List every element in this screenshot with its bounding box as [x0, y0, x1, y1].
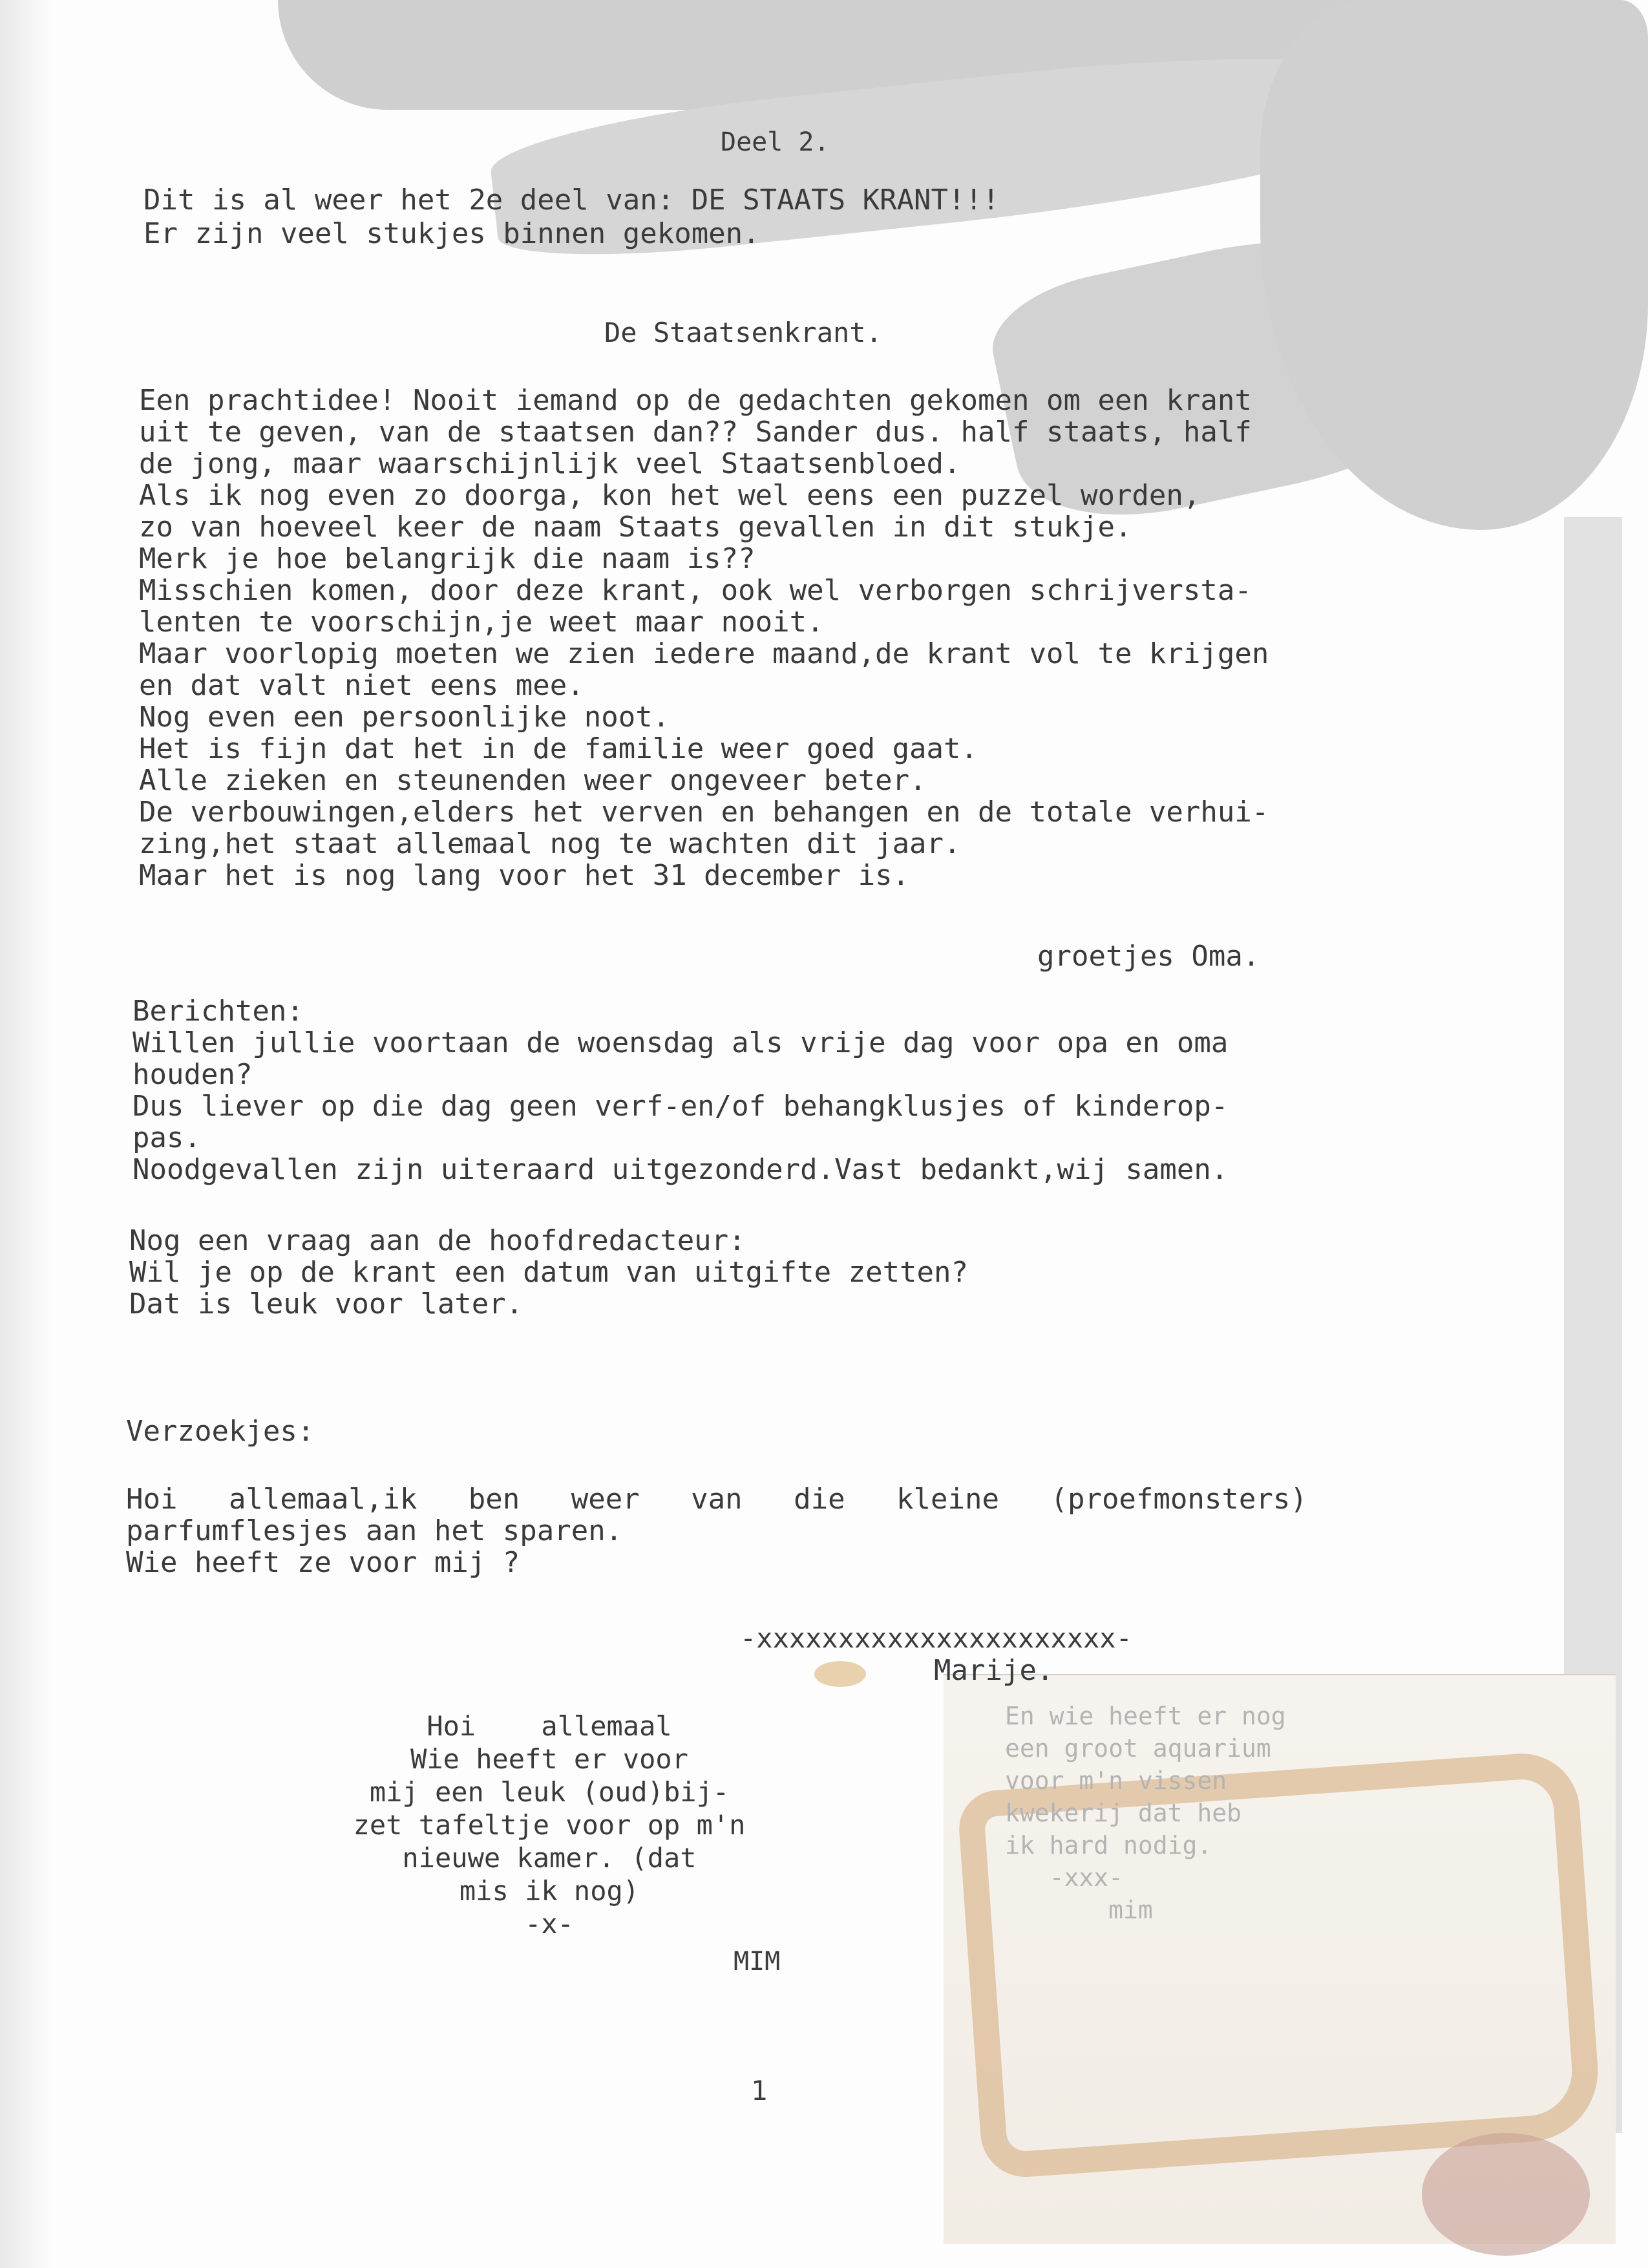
mim-note-line: mis ik nog)	[459, 1875, 640, 1907]
editor-question	[129, 1225, 968, 1320]
divider-line: -xxxxxxxxxxxxxxxxxxxxxx-	[740, 1622, 1132, 1654]
faint-note-line: een groot aquarium	[1005, 1734, 1271, 1763]
article-line: lenten te voorschijn,je weet maar nooit.	[139, 606, 824, 639]
article-line: Het is fijn dat het in de familie weer goed gaat.	[139, 732, 978, 765]
verzoekjes-body	[126, 1483, 1307, 1578]
article-line: uit te geven, van de staatsen dan?? Sander dus. half staats, half	[139, 416, 1252, 449]
faint-note-line: ik hard nodig.	[1005, 1831, 1212, 1860]
verzoekjes-line: Wie heeft ze voor mij ?	[126, 1546, 520, 1579]
verzoekjes-heading: Verzoekjes:	[126, 1415, 315, 1448]
verzoekjes-line: parfumflesjes aan het sparen.	[126, 1514, 623, 1547]
article-signature: groetjes Oma.	[1037, 940, 1260, 973]
article-line: Maar voorlopig moeten we zien iedere maand,de krant vol te krijgen	[139, 637, 1269, 670]
article-line: zo van hoeveel keer de naam Staats gevallen in dit stukje.	[139, 511, 1132, 544]
faint-note-line: kwekerij dat heb	[1005, 1799, 1242, 1827]
intro-line: Dit is al weer het 2e deel van: DE STAATS KRANT!!!	[143, 184, 1000, 217]
berichten-line: Willen jullie voortaan de woensdag als vrije dag voor opa en oma	[132, 1026, 1229, 1059]
intro-line: Er zijn veel stukjes binnen gekomen.	[143, 217, 760, 250]
edge-shadow	[0, 0, 52, 2268]
verzoekjes-signature: Marije.	[934, 1654, 1054, 1687]
article-line: Als ik nog even zo doorga, kon het wel eens een puzzel worden,	[139, 479, 1201, 512]
article-line: De verbouwingen,elders het verven en behangen en de totale verhui-	[139, 796, 1269, 829]
berichten-line: pas.	[132, 1121, 201, 1154]
article-line: Nog even een persoonlijke noot.	[139, 701, 670, 734]
mim-note	[284, 1710, 814, 1940]
mim-note-line: Hoi allemaal	[427, 1710, 672, 1742]
article-line: Maar het is nog lang voor het 31 december is.	[139, 859, 910, 892]
mim-note-line: nieuwe kamer. (dat	[402, 1842, 697, 1874]
article-line: Een prachtidee! Nooit iemand op de gedachten gekomen om een krant	[139, 384, 1252, 417]
mim-note-line: Wie heeft er voor	[410, 1743, 688, 1775]
faint-note-line: En wie heeft er nog	[1005, 1702, 1286, 1730]
page-number: 1	[751, 2075, 768, 2106]
stain	[814, 1661, 866, 1687]
berichten-heading: Berichten:	[132, 995, 304, 1028]
berichten-line: houden?	[132, 1058, 253, 1091]
article-line: Misschien komen, door deze krant, ook wel verborgen schrijversta-	[139, 574, 1252, 607]
mim-note-line: -x-	[525, 1908, 574, 1940]
part-heading: Deel 2.	[721, 127, 830, 157]
mim-signature: MIM	[734, 1947, 781, 1977]
question-line: Wil je op de krant een datum van uitgifte zetten?	[129, 1256, 969, 1289]
question-line: Nog een vraag aan de hoofdredacteur:	[129, 1224, 746, 1257]
berichten-line: Dus liever op die dag geen verf-en/of behangklusjes of kinderop-	[132, 1090, 1229, 1123]
question-line: Dat is leuk voor later.	[129, 1288, 523, 1320]
article-title: De Staatsenkrant.	[604, 317, 882, 348]
berichten-section	[132, 995, 1228, 1185]
faint-note-line: mim	[1005, 1896, 1153, 1924]
article-line: Merk je hoe belangrijk die naam is??	[139, 542, 755, 575]
article-line: zing,het staat allemaal nog te wachten dit jaar.	[139, 827, 961, 860]
berichten-line: Noodgevallen zijn uiteraard uitgezonderd.Vast bedankt,wij samen.	[132, 1153, 1229, 1186]
faint-note-line: voor m'n vissen	[1005, 1766, 1227, 1795]
faint-note-line: -xxx-	[1005, 1863, 1124, 1892]
mim-note-line: mij een leuk (oud)bij-	[369, 1776, 730, 1808]
article-line: en dat valt niet eens mee.	[139, 669, 584, 702]
verzoekjes-line: Hoi allemaal,ik ben weer van die kleine (proefmonsters)	[126, 1483, 1307, 1516]
colored-smudge	[1422, 2133, 1590, 2256]
article-line: Alle zieken en steunenden weer ongeveer beter.	[139, 764, 927, 797]
mim-note-line: zet tafeltje voor op m'n	[353, 1809, 746, 1841]
article-body	[139, 385, 1269, 891]
faint-aquarium-note	[1005, 1700, 1286, 1926]
article-line: de jong, maar waarschijnlijk veel Staatsenbloed.	[139, 447, 961, 480]
